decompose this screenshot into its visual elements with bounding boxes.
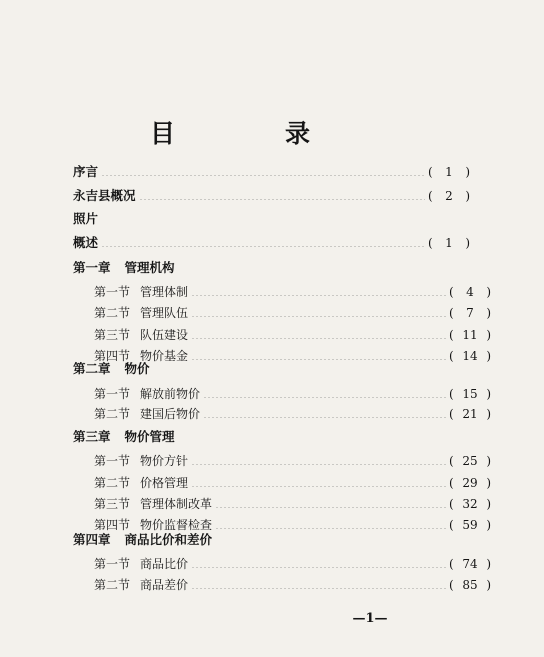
toc-section-title: 商品差价 — [140, 578, 189, 592]
dot-leader — [203, 417, 446, 418]
toc-page-number: 85 — [462, 578, 478, 592]
toc-chapter-heading[interactable] — [0, 359, 523, 379]
paren-open: ( — [449, 387, 454, 401]
toc-section-label — [94, 473, 188, 493]
toc-entry[interactable] — [0, 303, 544, 323]
toc-page-ref — [449, 387, 491, 401]
dot-leader — [191, 295, 446, 296]
toc-section-number: 第四节 — [94, 349, 131, 363]
toc-page-ref — [428, 189, 470, 203]
toc-page-number: 7 — [466, 306, 474, 320]
dot-leader — [191, 486, 446, 487]
toc-entry-title: 照片 — [73, 211, 99, 226]
toc-section-title: 管理体制 — [140, 285, 189, 299]
toc-section-label — [94, 404, 200, 424]
paren-close: ) — [486, 454, 491, 468]
toc-page-number: 21 — [462, 407, 478, 421]
dot-leader — [191, 338, 446, 339]
toc-section-title: 商品比价 — [140, 557, 189, 571]
dot-leader — [191, 567, 446, 568]
toc-section-title: 物价基金 — [140, 349, 189, 363]
toc-chapter-label — [73, 359, 150, 379]
toc-page-number: 25 — [462, 454, 478, 468]
paren-close: ) — [486, 306, 491, 320]
paren-close: ) — [486, 518, 491, 532]
toc-section-title: 解放前物价 — [140, 387, 201, 401]
toc-section-label — [94, 303, 188, 323]
toc-entry[interactable] — [0, 554, 544, 574]
toc-section-number: 第二节 — [94, 306, 131, 320]
toc-page-number: 2 — [445, 189, 453, 203]
toc-page-number: 32 — [462, 497, 478, 511]
toc-chapter-title: 物价 — [124, 361, 150, 376]
toc-section-label — [94, 451, 188, 471]
paren-close: ) — [465, 189, 470, 203]
paren-open: ( — [449, 285, 454, 299]
paren-close: ) — [486, 387, 491, 401]
paren-close: ) — [486, 497, 491, 511]
toc-page-ref — [449, 476, 491, 490]
toc-entry-title: 概述 — [73, 235, 99, 250]
toc-section-number: 第一节 — [94, 387, 131, 401]
toc-chapter-number: 第三章 — [73, 429, 111, 444]
toc-page-number: 74 — [462, 557, 478, 571]
toc-section-number: 第二节 — [94, 407, 131, 421]
dot-leader — [215, 507, 446, 508]
toc-entry-title: 序言 — [73, 164, 99, 179]
dot-leader — [101, 246, 425, 247]
dot-leader — [191, 464, 446, 465]
title-char-1: 目 — [150, 119, 176, 148]
toc-section-label — [94, 282, 188, 302]
toc-page-number: 1 — [445, 165, 453, 179]
toc-chapter-number: 第一章 — [73, 260, 111, 275]
paren-close: ) — [465, 165, 470, 179]
toc-chapter-title: 物价管理 — [124, 429, 175, 444]
paren-close: ) — [486, 349, 491, 363]
toc-page-ref — [449, 497, 491, 511]
paren-close: ) — [465, 236, 470, 250]
toc-page-number: 14 — [462, 349, 478, 363]
toc-section-number: 第三节 — [94, 328, 131, 342]
dot-leader — [191, 588, 446, 589]
paren-open: ( — [449, 454, 454, 468]
toc-chapter-label — [73, 258, 175, 278]
toc-section-number: 第一节 — [94, 454, 131, 468]
toc-chapter-number: 第二章 — [73, 361, 111, 376]
toc-entry[interactable] — [0, 473, 544, 493]
toc-chapter-title: 商品比价和差价 — [124, 532, 213, 547]
toc-page-ref — [449, 285, 491, 299]
toc-entry[interactable] — [0, 325, 544, 345]
paren-close: ) — [486, 578, 491, 592]
toc-section-label — [94, 575, 188, 595]
toc-section-number: 第二节 — [94, 578, 131, 592]
toc-section-title: 物价监督检查 — [140, 518, 213, 532]
paren-close: ) — [486, 285, 491, 299]
toc-chapter-heading[interactable] — [0, 427, 523, 447]
toc-page-number: 1 — [445, 236, 453, 250]
toc-entry[interactable] — [0, 233, 523, 253]
toc-entry[interactable] — [0, 162, 523, 182]
toc-chapter-heading[interactable] — [0, 258, 523, 278]
toc-entry[interactable] — [0, 384, 544, 404]
toc-section-label — [94, 384, 200, 404]
paren-open: ( — [449, 306, 454, 320]
toc-section-title: 队伍建设 — [140, 328, 189, 342]
page-title — [150, 116, 310, 148]
toc-section-label — [94, 494, 212, 514]
paren-open: ( — [449, 578, 454, 592]
dot-leader — [191, 316, 446, 317]
paren-open: ( — [449, 518, 454, 532]
toc-entry[interactable] — [0, 404, 544, 424]
toc-page-ref — [449, 306, 491, 320]
toc-chapter-heading[interactable] — [0, 530, 523, 550]
paren-open: ( — [428, 165, 433, 179]
paren-open: ( — [449, 497, 454, 511]
paren-close: ) — [486, 476, 491, 490]
toc-chapter-label — [73, 530, 212, 550]
toc-section-title: 价格管理 — [140, 476, 189, 490]
toc-section-title: 物价方针 — [140, 454, 189, 468]
paren-open: ( — [428, 189, 433, 203]
toc-page-ref — [449, 328, 491, 342]
toc-entry[interactable] — [0, 494, 544, 514]
toc-entry[interactable] — [0, 209, 523, 229]
toc-page-number: 11 — [462, 328, 478, 342]
dot-leader — [215, 528, 446, 529]
toc-page-ref — [449, 407, 491, 421]
toc-section-number: 第二节 — [94, 476, 131, 490]
toc-section-label — [94, 554, 188, 574]
toc-section-number: 第三节 — [94, 497, 131, 511]
toc-section-title: 管理队伍 — [140, 306, 189, 320]
toc-page-ref — [428, 236, 470, 250]
dot-leader — [203, 397, 446, 398]
toc-page-number: 15 — [462, 387, 478, 401]
toc-section-number: 第一节 — [94, 285, 131, 299]
toc-entry[interactable] — [0, 282, 544, 302]
paren-open: ( — [428, 236, 433, 250]
toc-entry[interactable] — [0, 186, 523, 206]
toc-entry[interactable] — [0, 575, 544, 595]
paren-close: ) — [486, 328, 491, 342]
toc-entry[interactable] — [0, 451, 544, 471]
toc-section-label — [94, 325, 188, 345]
dot-leader — [101, 175, 425, 176]
toc-chapter-title: 管理机构 — [124, 260, 175, 275]
page-number: —1— — [352, 611, 388, 626]
toc-page-ref — [449, 557, 491, 571]
dot-leader — [139, 199, 425, 200]
toc-page-number: 4 — [466, 285, 474, 299]
toc-page-ref — [449, 454, 491, 468]
paren-open: ( — [449, 557, 454, 571]
toc-entry-title: 永吉县概况 — [73, 188, 136, 203]
paren-open: ( — [449, 349, 454, 363]
toc-section-title: 管理体制改革 — [140, 497, 213, 511]
toc-section-title: 建国后物价 — [140, 407, 201, 421]
paren-open: ( — [449, 407, 454, 421]
paren-open: ( — [449, 328, 454, 342]
title-char-2: 录 — [284, 119, 310, 148]
paren-close: ) — [486, 557, 491, 571]
toc-chapter-number: 第四章 — [73, 532, 111, 547]
toc-section-number: 第一节 — [94, 557, 131, 571]
toc-chapter-label — [73, 427, 175, 447]
toc-page-number: 29 — [462, 476, 478, 490]
toc-section-number: 第四节 — [94, 518, 131, 532]
paren-close: ) — [486, 407, 491, 421]
toc-page-ref — [428, 165, 470, 179]
paren-open: ( — [449, 476, 454, 490]
toc-page-number: 59 — [462, 518, 478, 532]
toc-page-ref — [449, 578, 491, 592]
